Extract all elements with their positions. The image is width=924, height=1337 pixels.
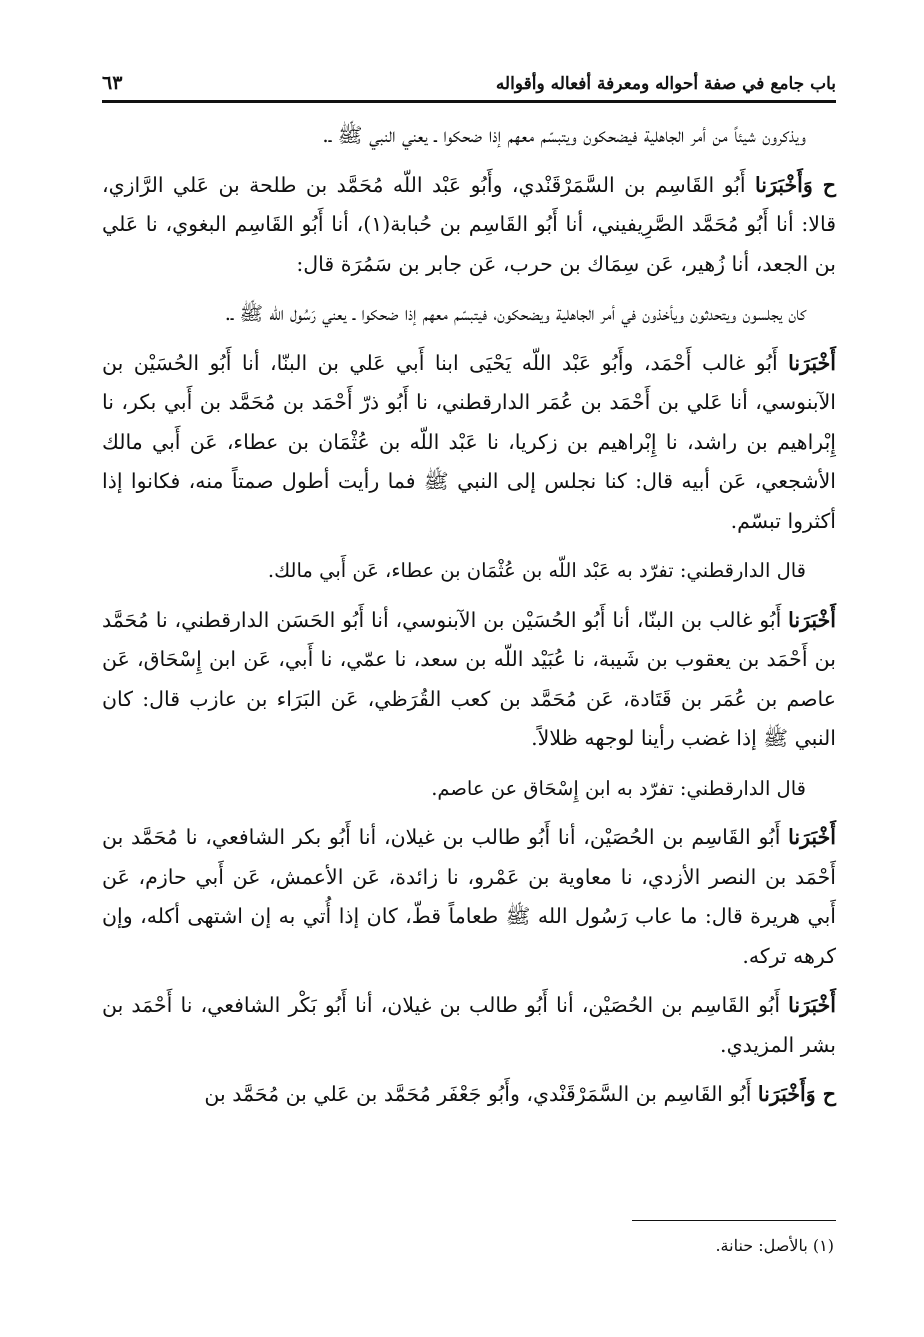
paragraph-text: كان يجلسون ويتحدثون ويأخذون في أمر الجاهلية ويضحكون، فيتبسّم معهم إذا ضحكوا ـ يعني رَسُول الله ﷺ ـ. [224,302,806,325]
paragraph-lead: أَخْبَرَنا [788,993,836,1017]
paragraph-text: أَبُو القَاسِم بن الحُصَيْن، أنا أَبُو طالب بن غيلان، أنا أَبُو بَكْر الشافعي، نا أَحْمَد بن بشر المزيدي. [102,993,836,1057]
paragraph-text: قال الدارقطني: تفرّد به ابن إِسْحَاق عن عاصم. [431,776,806,800]
paragraph-lead: أَخْبَرَنا [788,825,836,849]
paragraph-6 [102,601,836,759]
paragraph-7 [102,769,836,809]
paragraph-4 [102,344,836,542]
footnote-separator [632,1220,836,1221]
paragraph-text: ويذكرون شيئاً من أمر الجاهلية فيضحكون ويتبسّم معهم إذا ضحكوا ـ يعني النبي ﷺ ـ. [322,123,806,147]
paragraph-text: أَبُو القَاسِم بن السَّمَرْقَنْدي، وأَبُو جَعْفَر مُحَمَّد بن عَلي بن مُحَمَّد بن [204,1082,758,1106]
paragraph-text: أَبُو القَاسِم بن السَّمَرْقَنْدي، وأَبُو عَبْد اللّه مُحَمَّد بن طلحة بن عَلي الرَّازي، قالا: أنا أَبُو مُحَمَّد الصَّرِيفيني، أنا أَبُو القَاسِم بن حُبابة(١)، أنا أَبُو القَاسِم البغوي، نا عَلي بن الجعد، أنا زُهير، عَن سِمَاك بن حرب، عَن جابر بن سَمُرَة قال: [102,172,836,276]
paragraph-lead: أَخْبَرَنا [788,607,836,632]
page-number: ٦٣ [102,72,123,94]
paragraph-2 [102,166,836,285]
paragraph-text: أَبُو غالب بن البنّا، أنا أَبُو الحُسَيْن بن الآبنوسي، أنا أَبُو الحَسَن الدارقطني، نا مُحَمَّد بن أَحْمَد بن يعقوب بن شَيبة، نا عُبَيْد اللّه بن سعد، نا عمّي، نا أَبي، عَن ابن إِسْحَاق، عَن عاصم بن عُمَر بن قَتَادة، عَن مُحَمَّد بن كعب القُرَظي، عَن البَرَاء بن عازب قال: كان النبي ﷺ إذا غضب رأينا لوجهه ظلالاً. [102,607,836,750]
chapter-title: باب جامع في صفة أحواله ومعرفة أفعاله وأقواله [495,74,836,94]
paragraph-text: قال الدارقطني: تفرّد به عَبْد اللّه بن عُثْمَان بن عطاء، عَن أَبي مالك. [267,559,806,582]
paragraph-text: أَبُو القَاسِم بن الحُصَيْن، أنا أَبُو طالب بن غيلان، أنا أَبُو بكر الشافعي، نا مُحَمَّد بن أَحْمَد بن النصر الأزدي، نا معاوية بن عَمْرو، نا زائدة، عَن الأعمش، عَن أَبي حازم، عَن أَبي هريرة قال: ما عاب رَسُول الله ﷺ طعاماً قطّ، كان إذا أُتي به إن اشتهى أكله، وإن كرهه تركه. [102,825,836,968]
running-header [102,58,836,103]
paragraph-text: أَبُو غالب أَحْمَد، وأَبُو عَبْد اللّه يَحْيَى ابنا أَبي عَلي بن البنّا، أنا أَبُو الحُسَيْن بن الآبنوسي، أنا عَلي بن أَحْمَد بن عُمَر الدارقطني، نا أَبُو ذرّ أَحْمَد بن مُحَمَّد بن أَبي بكر، نا إِبْراهيم بن راشد، نا إِبْراهيم بن زكريا، نا عَبْد اللّه بن عُثْمَان بن عطاء، عَن أَبي مالك الأشجعي، عَن أبيه قال: كنا نجلس إلى النبي ﷺ فما رأيت أطول صمتاً منه، فكانوا إذا أكثروا تبسّم. [102,350,836,533]
footnote [715,1236,834,1255]
paragraph-lead: ح وَأَخْبَرَنا [757,1082,836,1106]
footnote-text: بالأصل: حنانة. [715,1236,808,1255]
paragraph-8 [102,818,836,976]
paragraph-1 [102,116,836,156]
paragraph-5 [102,551,836,591]
text-body [102,116,836,1125]
paragraph-10 [102,1075,836,1115]
paragraph-3 [102,294,836,334]
paragraph-lead: أَخْبَرَنا [788,350,836,375]
paragraph-9 [102,986,836,1065]
footnote-marker: (١) [812,1236,834,1255]
paragraph-lead: ح وَأَخْبَرَنا [755,172,836,197]
